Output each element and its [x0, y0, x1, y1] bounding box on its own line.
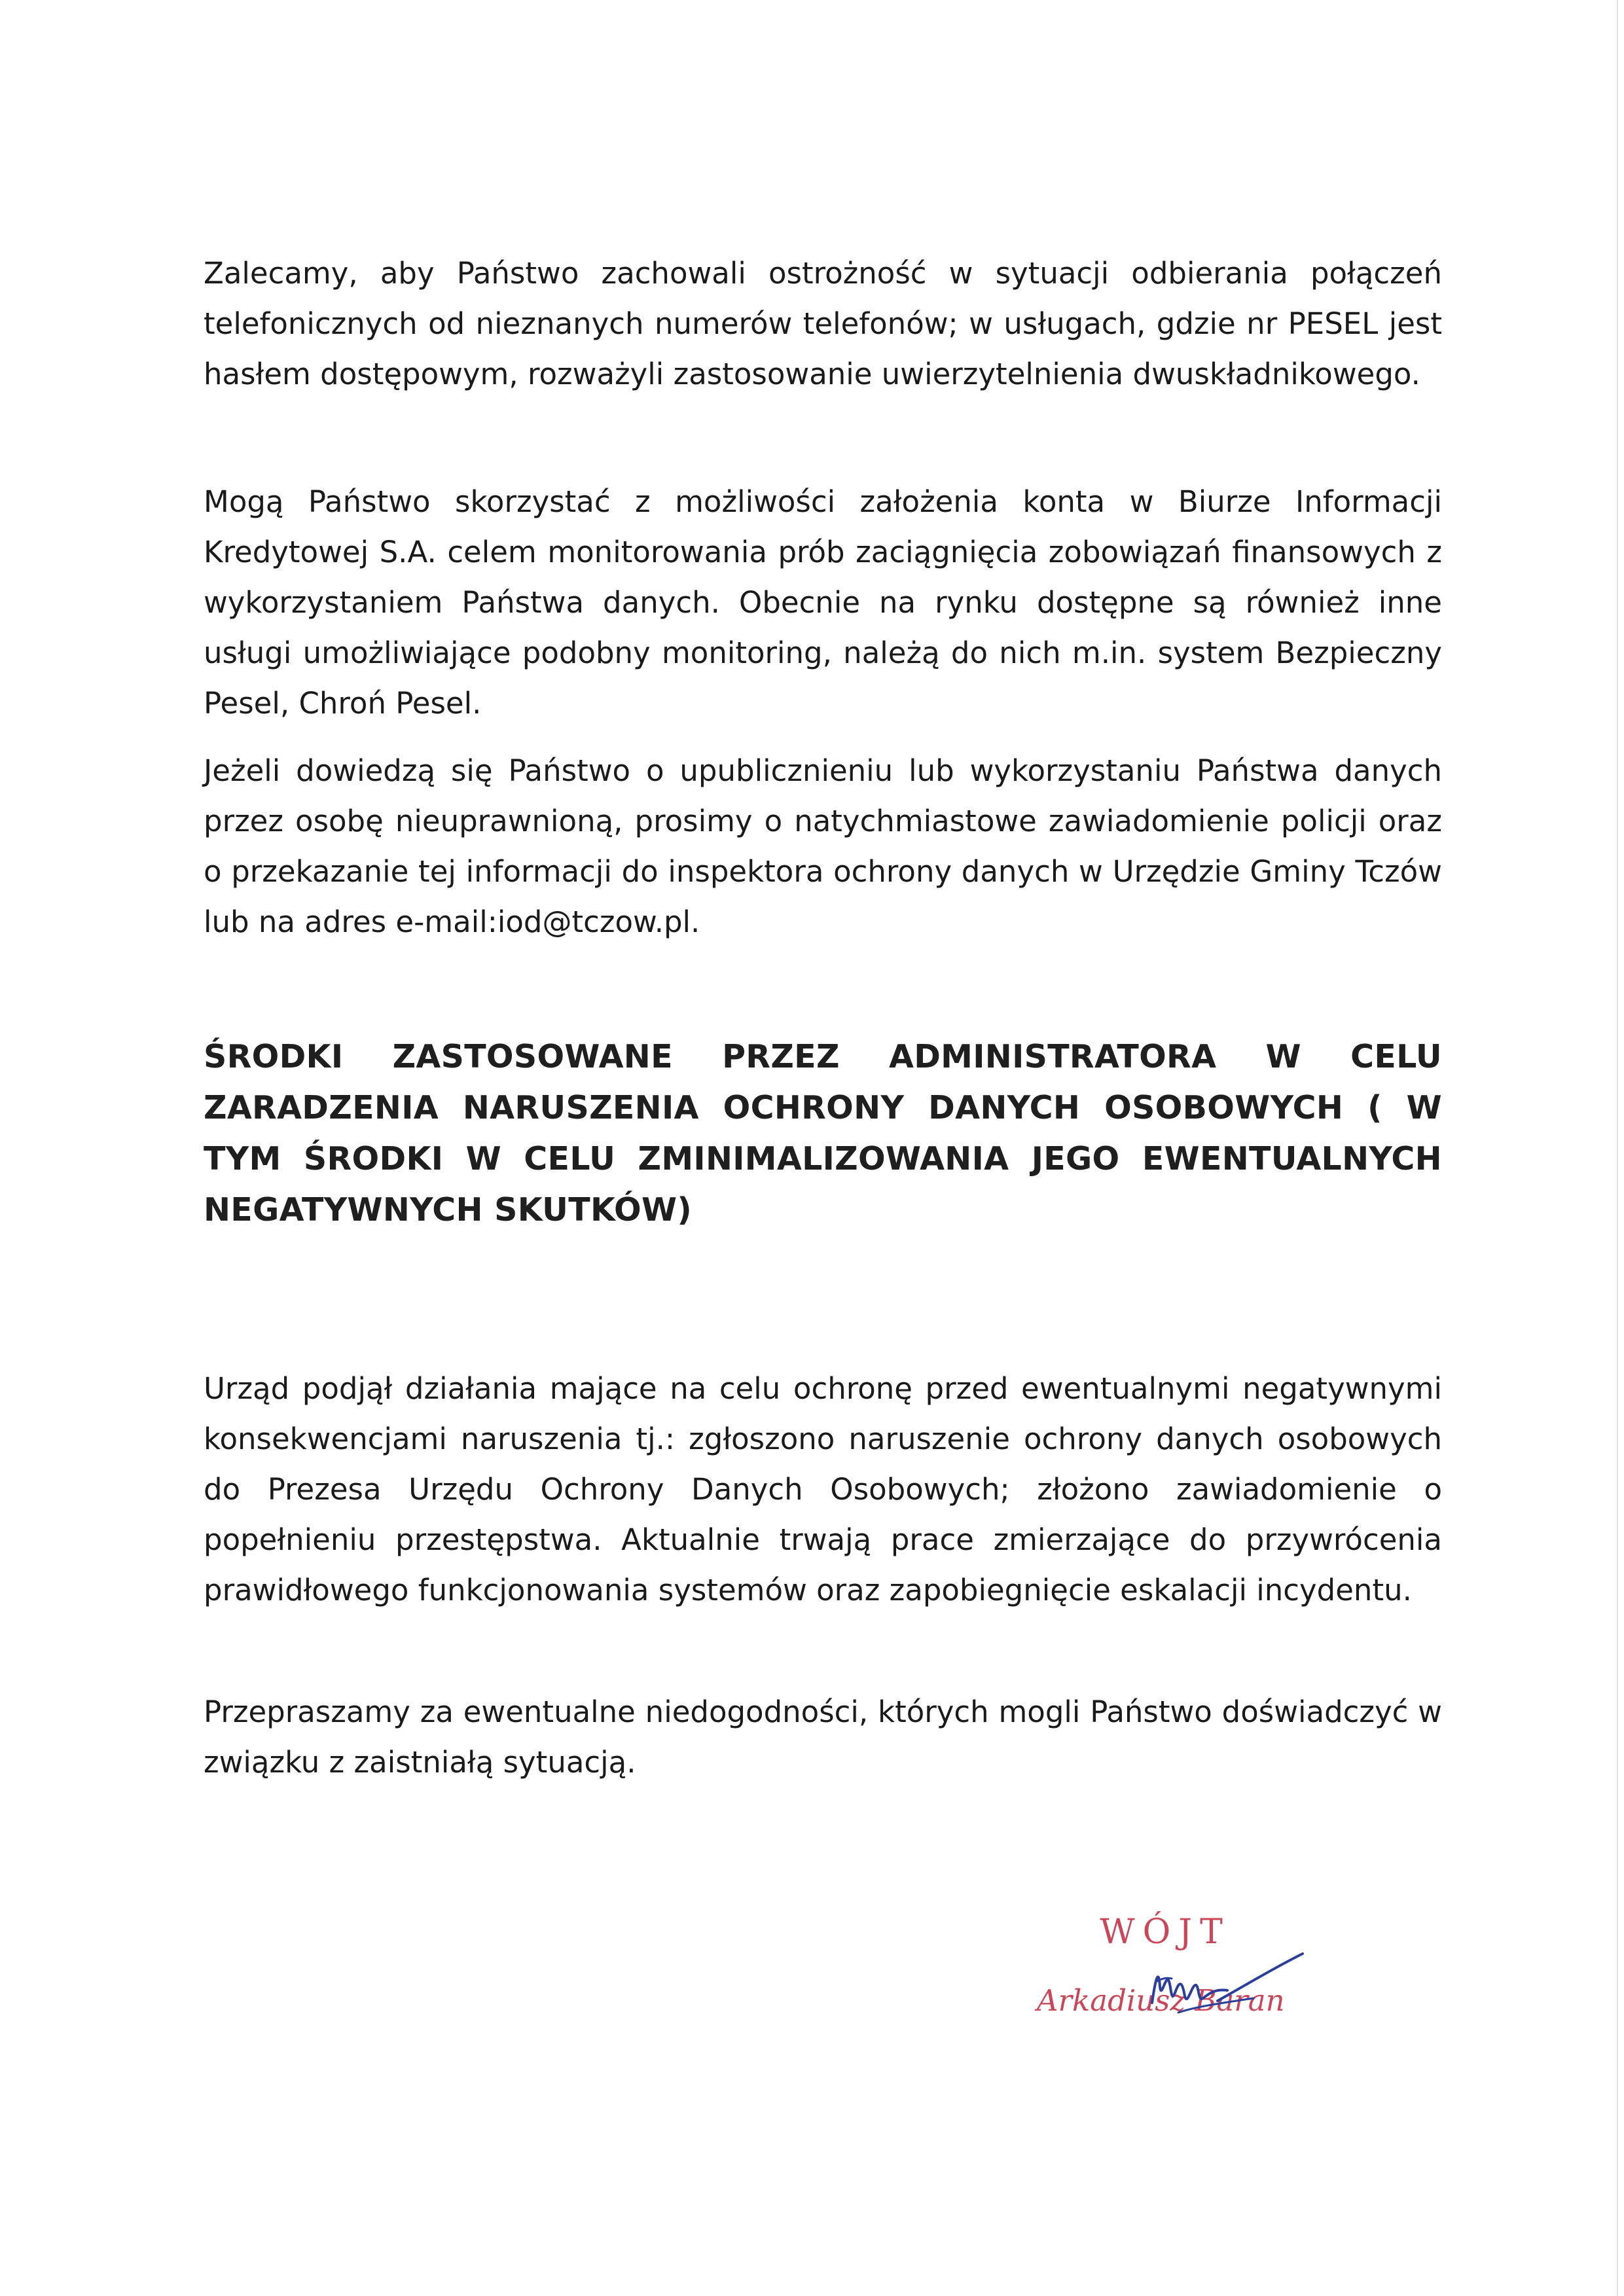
stamp-title: WÓJT: [1100, 1912, 1231, 1952]
stamp-name: Arkadiusz Baran: [1037, 1983, 1285, 2018]
handwritten-signature: [1139, 1941, 1309, 2039]
section-heading-measures: ŚRODKI ZASTOSOWANE PRZEZ ADMINISTRATORA W CELU ZARADZENIA NARUSZENIA OCHRONY DANYCH OSOBOWYCH ( W TYM ŚRODKI W CELU ZMINIMALIZOWANIA JEGO EWENTUALNYCH NEGATYWNYCH SKUTKÓW): [204, 1038, 1442, 1229]
paragraph-credit-monitoring: Mogą Państwo skorzystać z możliwości założenia konta w Biurze Informacji Kredytowej S.A. celem monitorowania prób zaciągnięcia zobowiązań finansowych z wykorzystaniem Państwa danych. Obecnie na rynku dostępne są również inne usługi umożliwiające podobny monitoring, należą do nich m.in. system Bezpieczny Pesel, Chroń Pesel.: [204, 484, 1442, 721]
paragraph-report-misuse: Jeżeli dowiedzą się Państwo o upublicznieniu lub wykorzystaniu Państwa danych przez osobę nieuprawnioną, prosimy o natychmiastowe zawiadomienie policji oraz o przekazanie tej informacji do inspektora ochrony danych w Urzędzie Gminy Tczów lub na adres e-mail:iod@tczow.pl.: [204, 753, 1442, 939]
paragraph-apology: Przepraszamy za ewentualne niedogodności, których mogli Państwo doświadczyć w związku z zaistniałą sytuacją.: [204, 1695, 1442, 1780]
paragraph-caution-advice: Zalecamy, aby Państwo zachowali ostrożność w sytuacji odbierania połączeń telefonicznych od nieznanych numerów telefonów; w usługach, gdzie nr PESEL jest hasłem dostępowym, rozważyli zastosowanie uwierzytelnienia dwuskładnikowego.: [204, 256, 1442, 391]
scan-edge-line: [1617, 0, 1618, 2296]
paragraph-office-actions: Urząd podjął działania mające na celu ochronę przed ewentualnymi negatywnymi konsekwencjami naruszenia tj.: zgłoszono naruszenie ochrony danych osobowych do Prezesa Urzędu Ochrony Danych Osobowych; złożono zawiadomienie o popełnieniu przestępstwa. Aktualnie trwają prace zmierzające do przywrócenia prawidłowego funkcjonowania systemów oraz zapobiegnięcie eskalacji incydentu.: [204, 1371, 1442, 1607]
